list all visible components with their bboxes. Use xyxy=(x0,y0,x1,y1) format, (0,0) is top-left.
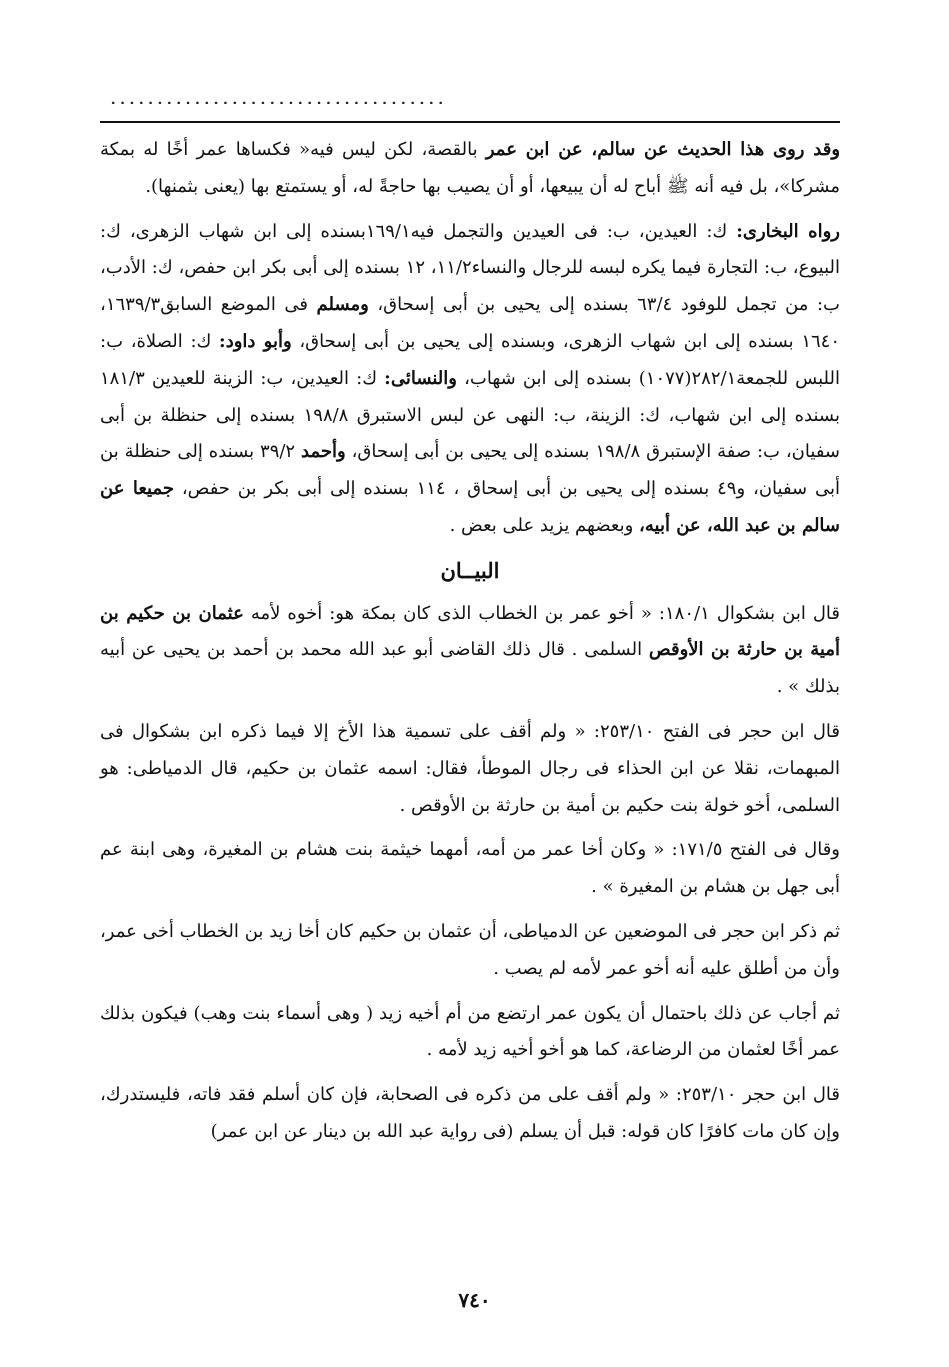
hadith-notes xyxy=(100,132,840,545)
paragraph xyxy=(100,1077,840,1151)
paragraph xyxy=(100,832,840,906)
text-segment: وقال فى الفتح ١٧١/٥: « وكان أخا عمر من أمه، أمهما خيثمة بنت هشام بن المغيرة، وهى ابنة عم أبى جهل بن هشام بن المغيرة » . xyxy=(100,839,840,898)
text-segment: قال ابن حجر فى الفتح ٢٥٣/١٠: « ولم أقف على تسمية هذا الأخ إلا فيما ذكره ابن بشكوال فى المبهمات، نقلا عن ابن الحذاء فى رجال الموطأ، فقال: اسمه عثمان بن حكيم، قال الدمياطى: هو السلمى، أخو خولة بنت حكيم بن أمية بن حارثة بن الأوقص . xyxy=(100,720,840,816)
text-segment: ك: العيدين، ب: فى العيدين والتجمل فيه١٦٩/١بسنده إلى ابن شهاب الزهرى، ك: البيوع، ب: التجارة فيما يكره لبسه للرجال والنساء١١/٢، ١٢ بسنده إلى أبى بكر ابن حفص، ك: الأدب، ب: من تجمل للوفود ٦٣/٤ بسنده إلى يحيى بن أبى إسحاق، xyxy=(100,220,841,316)
paragraph xyxy=(100,132,840,206)
text-segment: وبعضهم يزيد على بعض . xyxy=(449,514,640,536)
bold-text-segment: ومسلم xyxy=(316,294,369,316)
header-rule xyxy=(100,121,840,123)
section-heading: البيــان xyxy=(440,557,500,583)
bold-text-segment: جميعا عن سالم بن عبد الله، عن أبيه، xyxy=(100,478,840,536)
bold-text-segment: عثمان بن حكيم بن أمية بن حارثة بن الأوقص xyxy=(100,602,840,661)
bold-text-segment: وأبو داود: xyxy=(219,330,292,352)
bold-text-segment: رواه البخارى: xyxy=(736,220,840,242)
bold-text-segment: والنسائى: xyxy=(384,367,457,389)
text-segment: السلمى . قال ذلك القاضى أبو عبد الله محمد بن أحمد بن يحيى عن أبيه بذلك » . xyxy=(100,639,840,698)
paragraph xyxy=(100,714,840,824)
page-body xyxy=(100,132,840,1159)
text-segment: بالقصة، لكن ليس فيه« فكساها عمر أخًا له بمكة مشركا»، بل فيه أنه ﷺ أباح له أن يبيعها، أو أن يصيب بها حاجةً له، أو يستمتع بها (يعنى بثمنها). xyxy=(100,139,840,197)
text-segment: ك: الصلاة، ب: اللبس للجمعة٢٨٢/١(١٠٧٧) بسنده إلى ابن شهاب، xyxy=(100,330,840,389)
text-segment: فى الموضع السابق١٦٣٩/٣، ١٦٤٠ بسنده إلى ابن شهاب الزهرى، وبسنده إلى يحيى بن أبى إسحاق، xyxy=(100,294,840,352)
page-number: ٧٤٠ xyxy=(458,1288,491,1312)
text-segment: ثم أجاب عن ذلك باحتمال أن يكون عمر ارتضع من أم أخيه زيد ( وهى أسماء بنت وهب) فيكون بذلك عمر أخًا لعثمان من الرضاعة، كما هو أخو أخيه زيد لأمه . xyxy=(100,1002,840,1061)
header-dotted-line: .................................... xyxy=(110,90,447,104)
text-segment: ك: العيدين، ب: الزينة للعيدين ١٨١/٣ بسنده إلى ابن شهاب، ك: الزينة، ب: النهى عن لبس الاستبرق ١٩٨/٨ بسنده إلى حنظلة بن أبى سفيان، ب: صفة الإستبرق ١٩٨/٨ بسنده إلى يحيى بن أبى إسحاق، xyxy=(100,367,841,463)
bayan-section xyxy=(100,596,840,1151)
text-segment: ثم ذكر ابن حجر فى الموضعين عن الدمياطى، أن عثمان بن حكيم كان أخا زيد بن الخطاب أخى عمر، وأن من أطلق عليه أنه أخو عمر لأمه لم يصب . xyxy=(100,920,840,979)
paragraph xyxy=(100,914,840,988)
text-segment: قال ابن حجر ٢٥٣/١٠: « ولم أقف على من ذكره فى الصحابة، فإن كان أسلم فقد فاته، فليستدرك، وإن كان مات كافرًا كان قوله: قبل أن يسلم (فى رواية عبد الله بن دينار عن ابن عمر) xyxy=(100,1084,840,1142)
bold-text-segment: وقد روى هذا الحديث عن سالم، عن ابن عمر xyxy=(485,139,841,160)
paragraph xyxy=(100,596,840,706)
paragraph xyxy=(100,214,840,545)
text-segment: قال ابن بشكوال ١٨٠/١: « أخو عمر بن الخطاب الذى كان بمكة هو: أخوه لأمه xyxy=(243,602,841,624)
bold-text-segment: وأحمد xyxy=(301,441,346,463)
paragraph xyxy=(100,996,840,1070)
text-segment: ٣٩/٢ بسنده إلى حنظلة بن أبى سفيان، و٤٩ بسنده إلى يحيى بن أبى إسحاق ، ١١٤ بسنده إلى أبى بكر بن حفص، xyxy=(100,441,841,500)
